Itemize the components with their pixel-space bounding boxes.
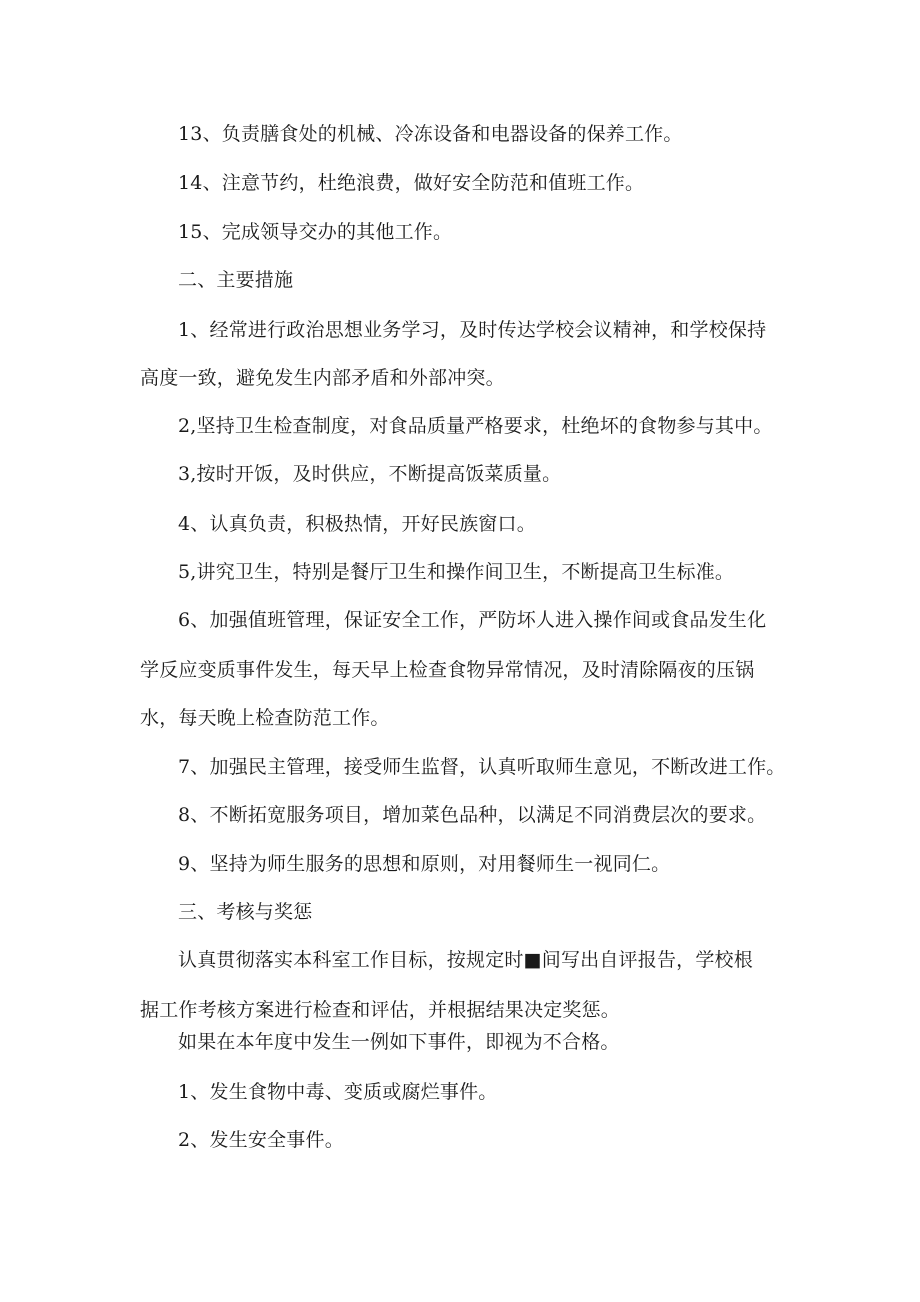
item-14: 14、注意节约，杜绝浪费，做好安全防范和值班工作。 [178,172,645,194]
measure-1-line-1: 1、经常进行政治思想业务学习，及时传达学校会议精神，和学校保持 [178,319,767,341]
measure-8: 8、不断拓宽服务项目，增加菜色品种，以满足不同消费层次的要求。 [178,804,767,826]
measure-5: 5,讲究卫生，特别是餐厅卫生和操作间卫生，不断提高卫生标准。 [178,561,735,583]
measure-7: 7、加强民主管理，接受师生监督，认真听取师生意见，不断改进工作。 [178,756,786,778]
measure-4: 4、认真负责，积极热情，开好民族窗口。 [178,513,536,535]
assessment-para-line-1: 认真贯彻落实本科室工作目标，按规定时■间写出自评报告，学校根 [178,949,753,971]
measure-6-line-2: 学反应变质事件发生，每天早上检查食物异常情况，及时清除隔夜的压锅 [140,659,755,681]
failure-condition-intro: 如果在本年度中发生一例如下事件，即视为不合格。 [178,1031,620,1053]
measure-3: 3,按时开饭，及时供应，不断提高饭菜质量。 [178,463,562,485]
item-15: 15、完成领导交办的其他工作。 [178,221,453,243]
failure-item-1: 1、发生食物中毒、变质或腐烂事件。 [178,1081,498,1103]
measure-6-line-3: 水，每天晚上检查防范工作。 [140,707,390,729]
section-heading-assessment: 三、考核与奖惩 [178,901,313,923]
measure-6-line-1: 6、加强值班管理，保证安全工作，严防坏人进入操作间或食品发生化 [178,609,767,631]
measure-9: 9、坚持为师生服务的思想和原则，对用餐师生一视同仁。 [178,853,671,875]
section-heading-measures: 二、主要措施 [178,269,294,291]
measure-1-line-2: 高度一致，避免发生内部矛盾和外部冲突。 [140,367,505,389]
measure-2: 2,坚持卫生检查制度，对食品质量严格要求，杜绝坏的食物参与其中。 [178,415,773,437]
failure-item-2: 2、发生安全事件。 [178,1129,344,1151]
assessment-para-line-2: 据工作考核方案进行检查和评估，并根据结果决定奖惩。 [140,999,621,1021]
item-13: 13、负责膳食处的机械、冷冻设备和电器设备的保养工作。 [178,123,683,145]
